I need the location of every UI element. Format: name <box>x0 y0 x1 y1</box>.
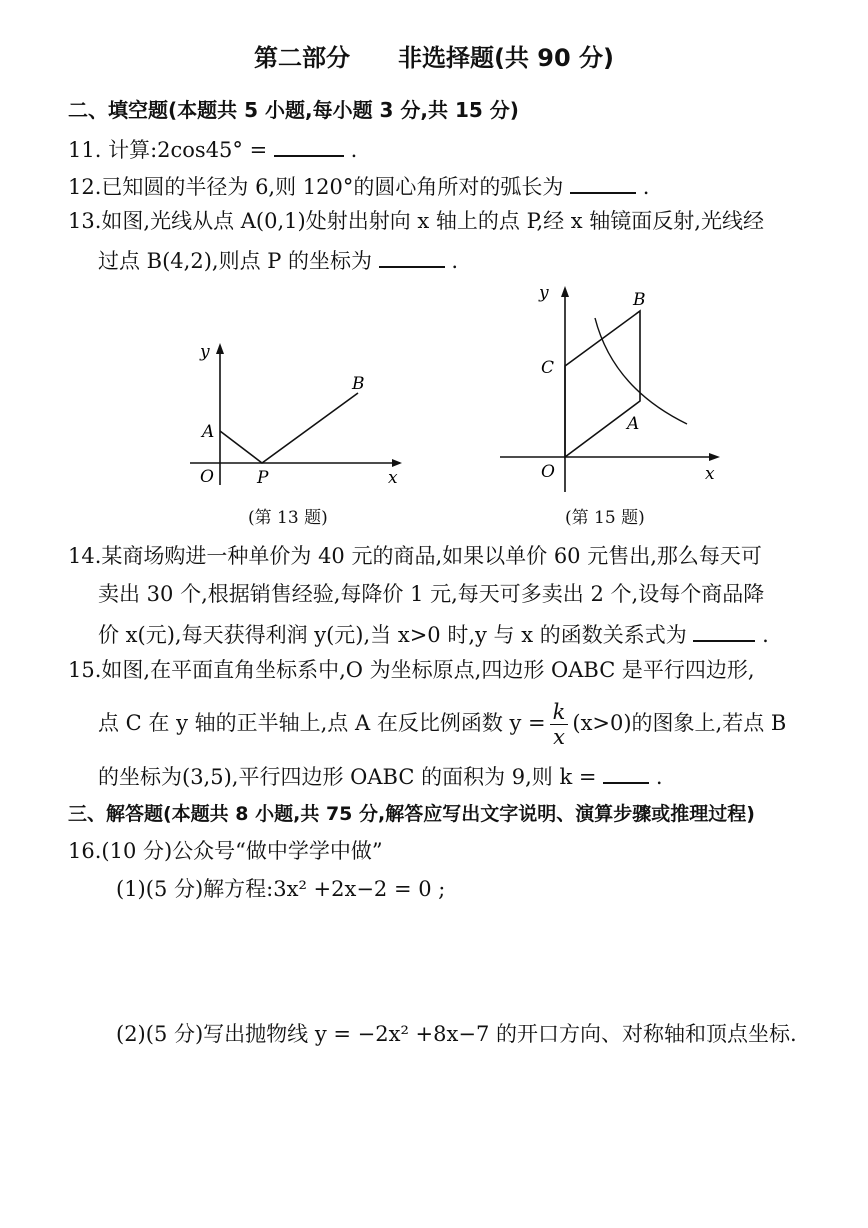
question-16-part-2: (2)(5 分)写出抛物线 y = −2x² +8x−7 的开口方向、对称轴和顶点坐标. <box>116 1022 797 1046</box>
section-3-heading: 三、解答题(本题共 8 小题,共 75 分,解答应写出文字说明、演算步骤或推理过程) <box>68 803 755 825</box>
figure-13-caption: (第 13 题) <box>248 508 328 528</box>
fraction-denominator: x <box>553 725 565 749</box>
fig15-label-y: y <box>539 283 549 303</box>
question-16-part-1: (1)(5 分)解方程:3x² +2x−2 = 0 ; <box>116 877 446 901</box>
fig13-label-b: B <box>352 374 365 394</box>
fig15-label-a: A <box>627 414 640 434</box>
fraction-k-over-x <box>550 700 569 749</box>
answer-blank-12[interactable] <box>570 170 636 194</box>
fig15-y-arrow-icon <box>561 286 569 297</box>
fig13-label-p: P <box>257 468 269 488</box>
fig15-label-c: C <box>541 358 555 378</box>
answer-blank-13[interactable] <box>379 244 445 268</box>
fig13-x-arrow-icon <box>392 459 402 467</box>
fig13-light-path <box>220 393 358 463</box>
fig15-label-o: O <box>541 462 555 482</box>
question-14-line-1: 14.某商场购进一种单价为 40 元的商品,如果以单价 60 元售出,那么每天可 <box>68 544 762 568</box>
fig15-label-b: B <box>633 290 646 310</box>
answer-blank-11[interactable] <box>274 133 344 157</box>
question-16-heading: 16.(10 分)公众号“做中学学中做” <box>68 839 383 863</box>
fig15-x-arrow-icon <box>709 453 720 461</box>
figure-15-caption: (第 15 题) <box>565 508 645 528</box>
answer-blank-15[interactable] <box>603 760 649 784</box>
question-15-line-2 <box>98 698 786 749</box>
figure-15 <box>495 280 735 495</box>
question-11 <box>68 133 357 164</box>
figure-13 <box>180 335 420 495</box>
question-11-end: . <box>350 138 358 162</box>
question-14-text: 价 x(元),每天获得利润 y(元),当 x>0 时,y 与 x 的函数关系式为 <box>98 623 687 647</box>
question-15-text-b: (x>0)的图象上,若点 B <box>572 711 787 735</box>
fig15-label-x: x <box>705 464 715 484</box>
question-15-line-3 <box>98 760 663 791</box>
question-15-line-1: 15.如图,在平面直角坐标系中,O 为坐标原点,四边形 OABC 是平行四边形, <box>68 658 755 682</box>
question-14-line-2: 卖出 30 个,根据销售经验,每降价 1 元,每天可多卖出 2 个,设每个商品降 <box>98 582 765 606</box>
question-15-text-a: 点 C 在 y 轴的正半轴上,点 A 在反比例函数 y = <box>98 711 546 735</box>
fig15-parallelogram <box>565 311 640 457</box>
question-13-line-1: 13.如图,光线从点 A(0,1)处射出射向 x 轴上的点 P,经 x 轴镜面反射,光线经 <box>68 209 764 233</box>
question-13-end: . <box>451 249 459 273</box>
fig13-label-o: O <box>200 467 214 487</box>
question-14-end: . <box>762 623 769 647</box>
question-13-text: 过点 B(4,2),则点 P 的坐标为 <box>98 249 373 273</box>
fig13-label-x: x <box>388 468 398 488</box>
question-12 <box>68 170 649 201</box>
question-15-end: . <box>655 765 663 789</box>
question-11-text: 11. 计算:2cos45° = <box>68 138 268 162</box>
question-14-line-3 <box>98 618 769 649</box>
fig13-label-a: A <box>202 422 215 442</box>
page-title: 第二部分 非选择题(共 90 分) <box>253 44 615 72</box>
question-13-line-2 <box>98 244 458 275</box>
question-12-end: . <box>642 175 650 199</box>
fraction-numerator: k <box>550 700 569 725</box>
question-15-text-c: 的坐标为(3,5),平行四边形 OABC 的面积为 9,则 k = <box>98 765 597 789</box>
section-2-heading: 二、填空题(本题共 5 小题,每小题 3 分,共 15 分) <box>68 98 519 122</box>
answer-blank-14[interactable] <box>693 618 755 642</box>
fig13-label-y: y <box>200 342 210 362</box>
fig13-y-arrow-icon <box>216 343 224 354</box>
question-12-text: 12.已知圆的半径为 6,则 120°的圆心角所对的弧长为 <box>68 175 564 199</box>
